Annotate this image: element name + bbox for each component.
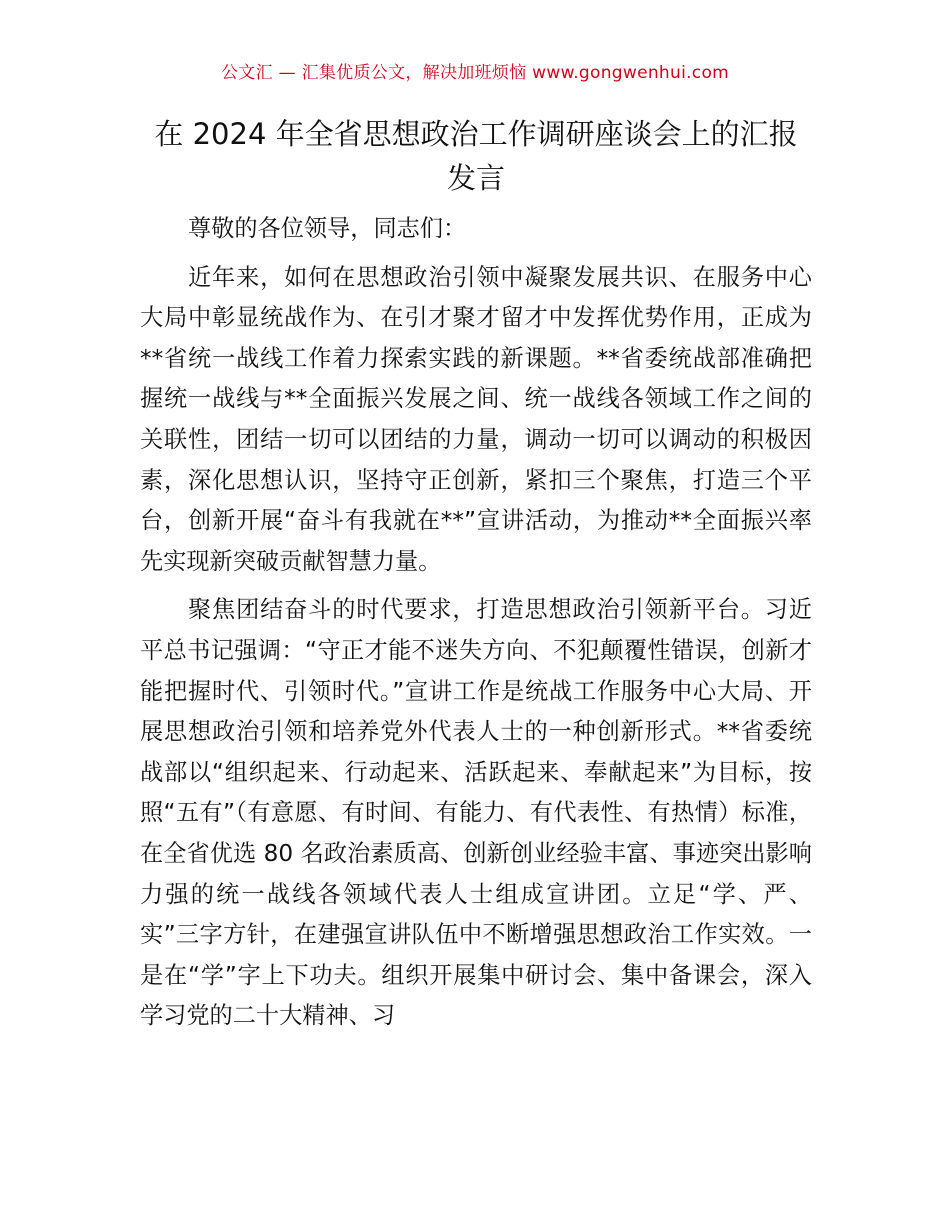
paragraph-1: 近年来，如何在思想政治引领中凝聚发展共识、在服务中心大局中彰显统战作为、在引才聚才留才中发挥优势作用，正成为**省统一战线工作着力探索实践的新课题。**省委统战部准确把握统一战线与**全面振兴发展之间、统一战线各领域工作之间的关联性，团结一切可以团结的力量，调动一切可以调动的积极因素，深化思想认识，坚持守正创新，紧扣三个聚焦，打造三个平台，创新开展“奋斗有我就在**”宣讲活动，为推动**全面振兴率先实现新突破贡献智慧力量。 xyxy=(140,263,812,575)
greeting: 尊敬的各位领导，同志们： xyxy=(188,215,467,242)
site-header: 公文汇 — 汇集优质公文，解决加班烦恼 www.gongwenhui.com xyxy=(220,63,730,83)
paragraph-2: 聚焦团结奋斗的时代要求，打造思想政治引领新平台。习近平总书记强调：“守正才能不迷失方向、不犯颠覆性错误，创新才能把握时代、引领时代。”宣讲工作是统战工作服务中心大局、开展思想政治引领和培养党外代表人士的一种创新形式。**省委统战部以“组织起来、行动起来、活跃起来、奉献起来”为目标，按照“五有”（有意愿、有时间、有能力、有代表性、有热情）标准，在全省优选 80 名政治素质高、创新创业经验丰富、事迹突出影响力强的统一战线各领域代表人士组成宣讲团。立足“学、严、实”三字方针，在建强宣讲队伍中不断增强思想政治工作实效。一是在“学”字上下功夫。组织开展集中研讨会、集中备课会，深入学习党的二十大精神、习 xyxy=(140,596,812,1030)
document-title: 在 2024 年全省思想政治工作调研座谈会上的汇报发言 xyxy=(154,117,798,195)
document-page xyxy=(140,112,812,1037)
